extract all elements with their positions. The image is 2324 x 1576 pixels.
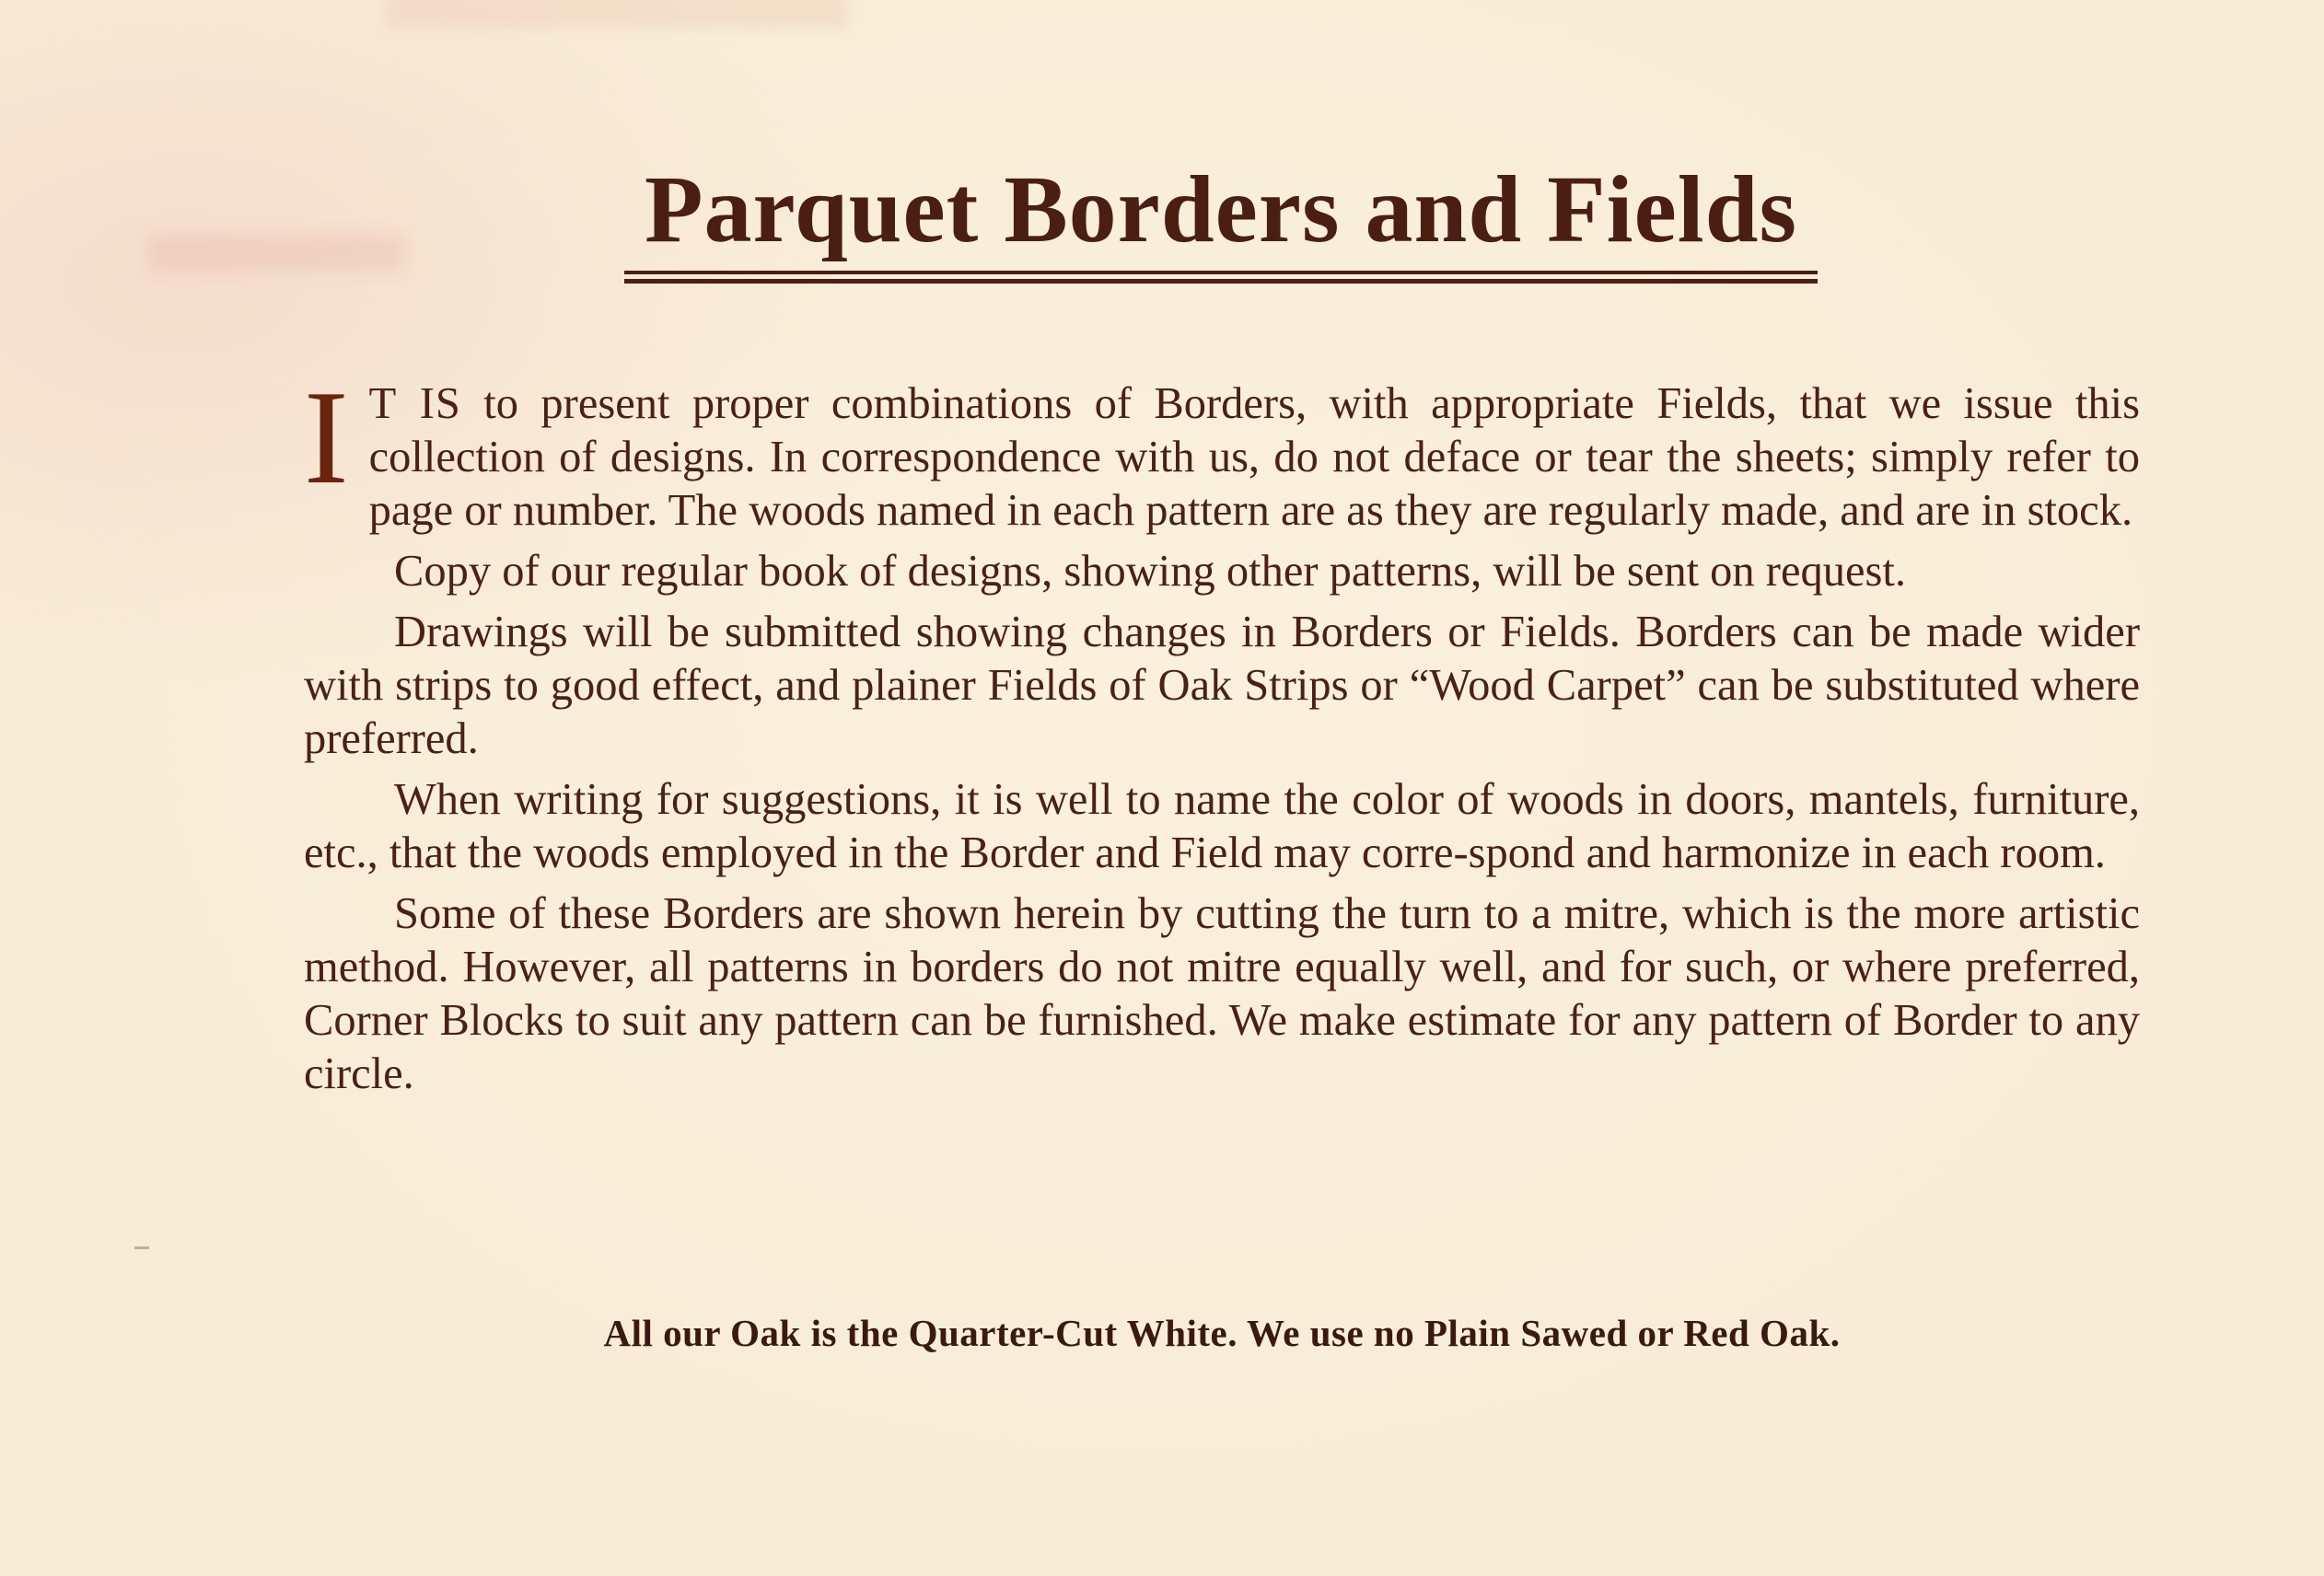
intro-paragraph <box>304 363 2140 538</box>
body-text <box>304 363 2140 1108</box>
title-underline <box>624 271 1818 274</box>
stain-mark <box>147 235 405 272</box>
page-title: Parquet Borders and Fields <box>645 156 1797 262</box>
show-through-mark <box>387 0 847 28</box>
paragraph-suggestions: When writing for suggestions, it is well to name the color of woods in doors, mantels, furniture, etc., that the woods employed in the Border and Field may corre-spond and harmonize in each room. <box>304 775 2140 877</box>
paragraph-mitre: Some of these Borders are shown herein by cutting the turn to a mitre, which is the more artistic method. However, all patterns in borders do not mitre equally well, and for such, or where preferred, Corner Blocks to suit any pattern can be furnished. We make estimate for any pattern of Border to any circle. <box>304 889 2140 1098</box>
title-underline-double <box>624 279 1818 284</box>
paragraph-drawings: Drawings will be submitted showing changes in Borders or Fields. Borders can be made wider with strips to good effect, and plainer Fields of Oak Strips or “Wood Carpet” can be substituted where preferred. <box>304 608 2140 763</box>
oak-note: All our Oak is the Quarter-Cut White. We use no Plain Sawed or Red Oak. <box>603 1312 1841 1354</box>
intro-text: to present proper combinations of Borders, with appropriate Fields, that we issue this collection of designs. In correspondence with us, do not deface or tear the sheets; simply refer to page or number. The woods named in each pattern are as they are regularly made, and are in stock. <box>368 379 2140 535</box>
paragraph-copy-request: Copy of our regular book of designs, showing other patterns, will be sent on request. <box>394 547 1906 596</box>
margin-mark <box>134 1246 149 1249</box>
drop-cap: I <box>304 363 349 512</box>
intro-lead-caps: T IS <box>368 379 461 428</box>
title-block <box>624 155 1818 284</box>
